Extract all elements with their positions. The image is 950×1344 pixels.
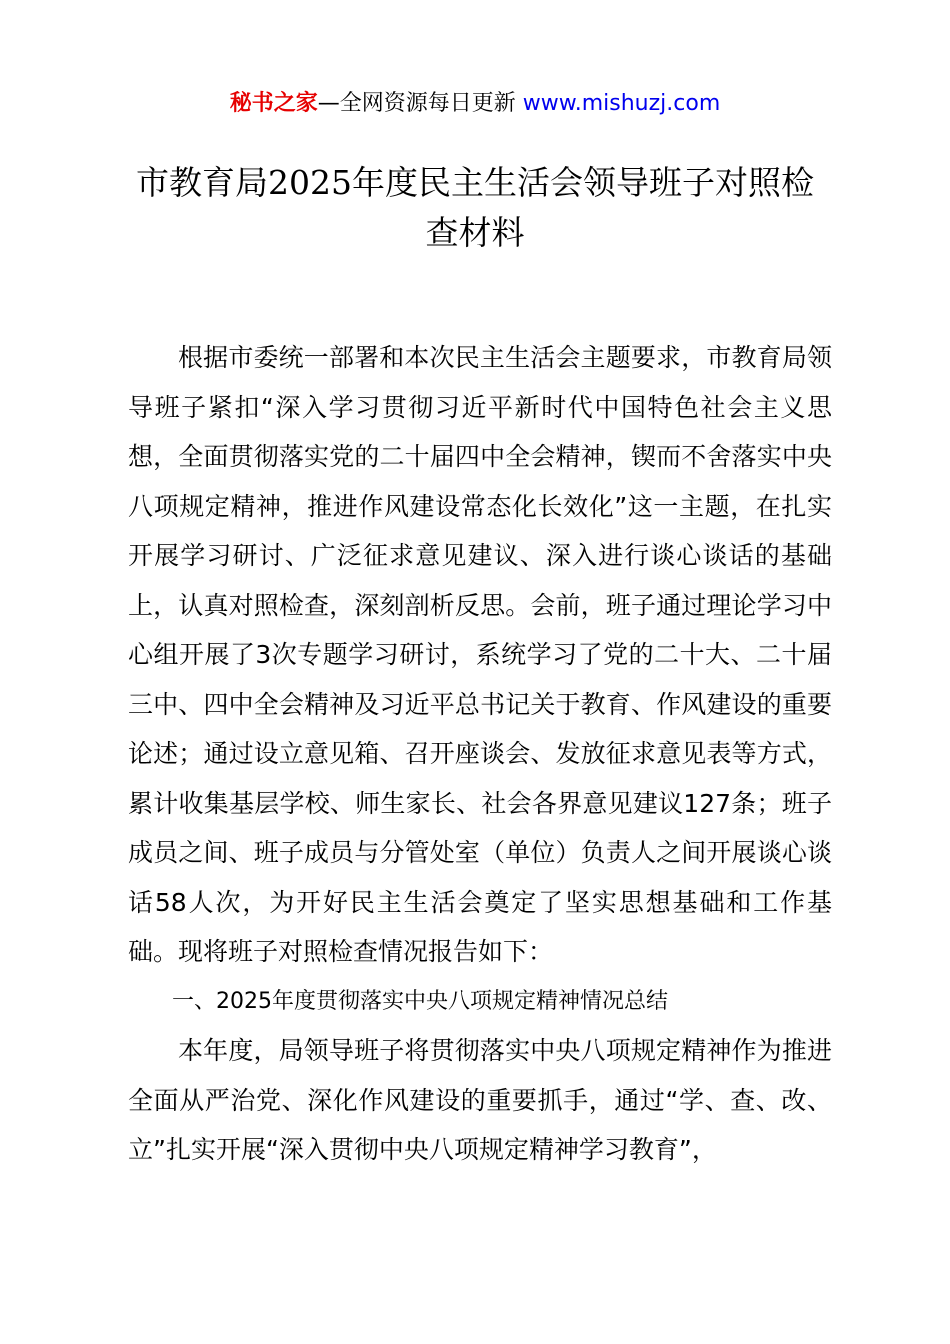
- brand-name: 秘书之家: [229, 91, 318, 116]
- body-paragraph: 本年度，局领导班子将贯彻落实中央八项规定精神作为推进全面从严治党、深化作风建设的重要抓手，通过“学、查、改、立”扎实开展“深入贯彻中央八项规定精神学习教育”，: [128, 1036, 832, 1164]
- document-body: [128, 333, 832, 1175]
- intro-paragraph: 根据市委统一部署和本次民主生活会主题要求，市教育局领导班子紧扣“深入学习贯彻习近平新时代中国特色社会主义思想，全面贯彻落实党的二十届四中全会精神，锲而不舍落实中央八项规定精神，推进作风建设常态化长效化”这一主题，在扎实开展学习研讨、广泛征求意见建议、深入进行谈心谈话的基础上，认真对照检查，深刻剖析反思。会前，班子通过理论学习中心组开展了3次专题学习研讨，系统学习了党的二十大、二十届三中、四中全会精神及习近平总书记关于教育、作风建设的重要论述；通过设立意见箱、召开座谈会、发放征求意见表等方式，累计收集基层学校、师生家长、社会各界意见建议127条；班子成员之间、班子成员与分管处室（单位）负责人之间开展谈心谈话58人次，为开好民主生活会奠定了坚实思想基础和工作基础。现将班子对照检查情况报告如下：: [128, 343, 832, 966]
- site-link[interactable]: www.mishuzj.com: [522, 91, 721, 116]
- header-banner: [0, 88, 950, 120]
- header-tagline: —全网资源每日更新: [317, 91, 523, 116]
- document-title: 市教育局2025年度民主生活会领导班子对照检查材料: [136, 163, 814, 252]
- section-heading: 一、2025年度贯彻落实中央八项规定精神情况总结: [172, 988, 668, 1014]
